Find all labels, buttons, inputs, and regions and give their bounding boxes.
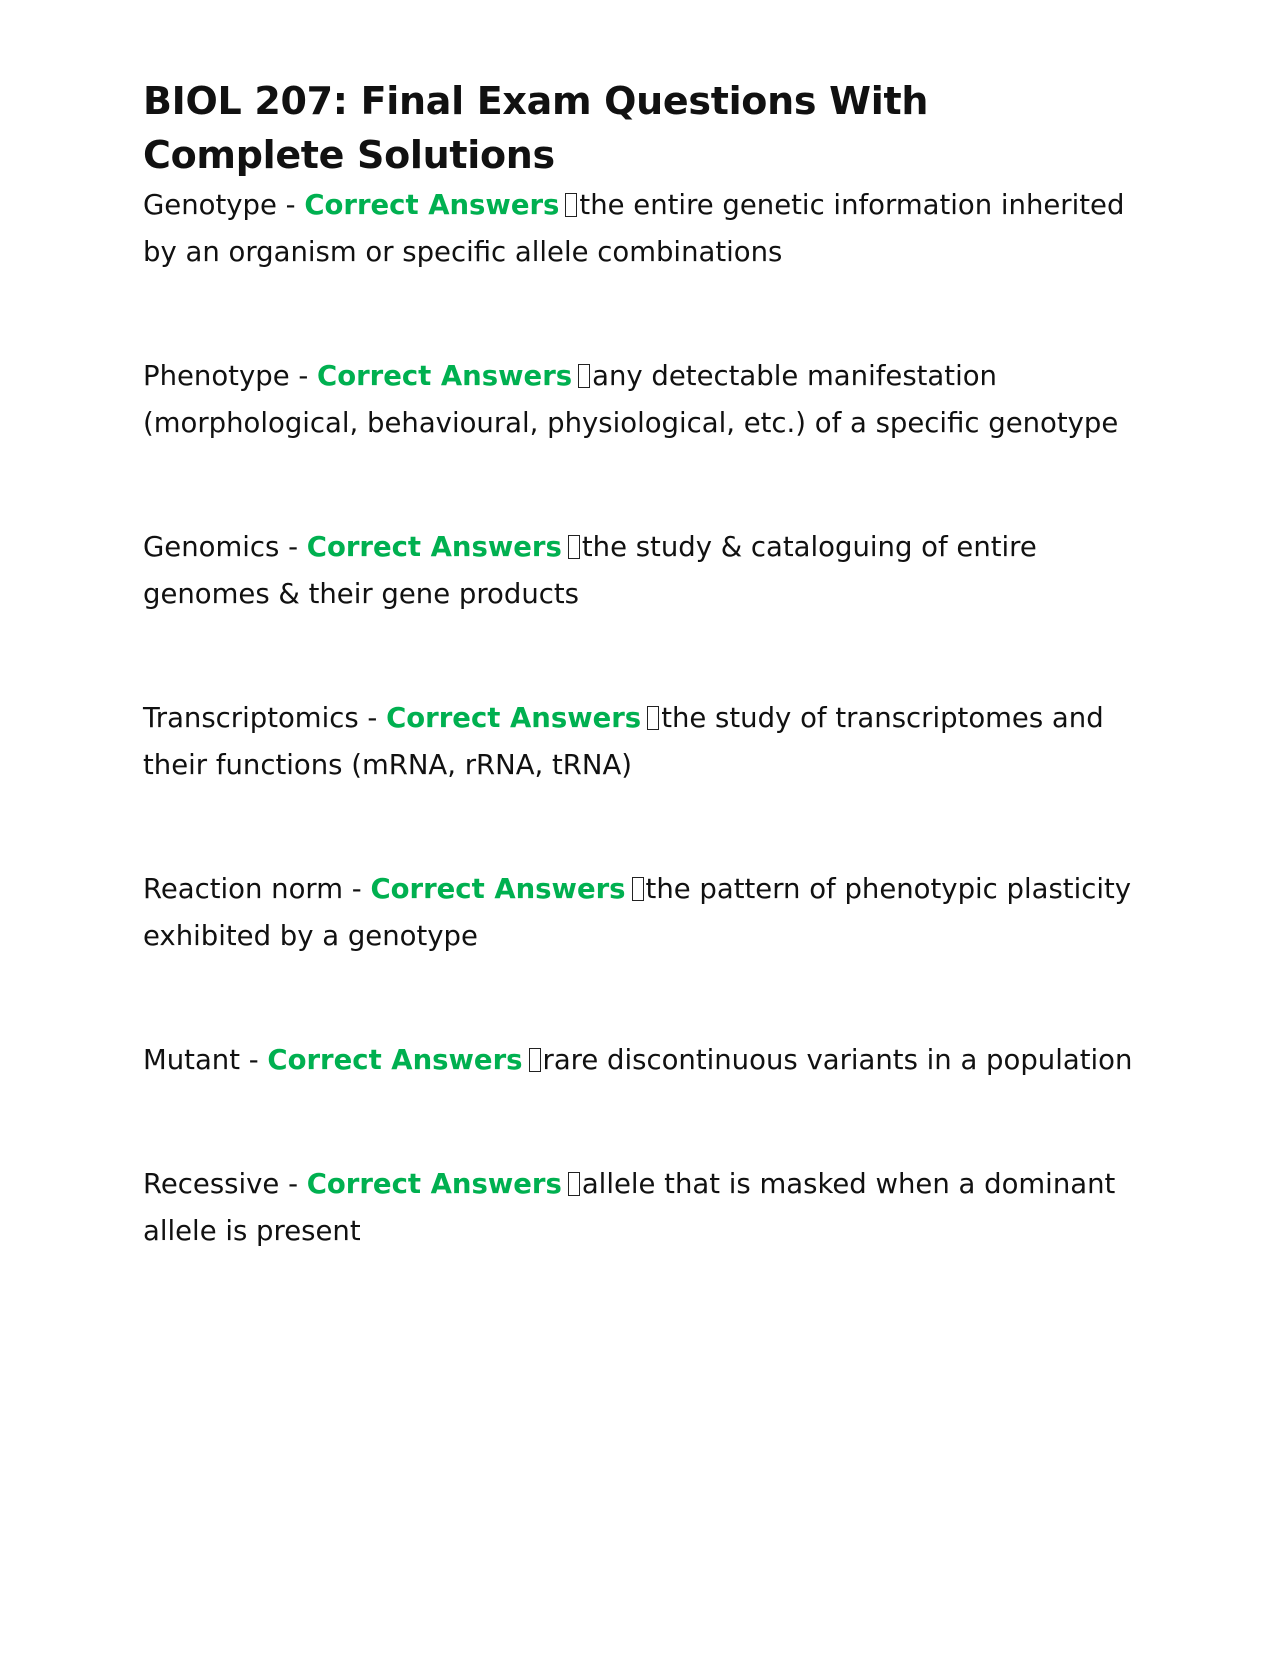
term: Genotype	[143, 189, 277, 221]
separator: -	[276, 189, 305, 221]
term: Phenotype	[143, 360, 290, 392]
missing-glyph-icon	[568, 1172, 580, 1196]
qa-entry	[143, 1037, 1133, 1084]
missing-glyph-icon	[568, 535, 580, 559]
missing-glyph-icon	[529, 1048, 541, 1072]
qa-entry	[143, 353, 1133, 447]
missing-glyph-icon	[578, 364, 590, 388]
term: Mutant	[143, 1044, 241, 1076]
definition: rare discontinuous variants in a population	[542, 1044, 1133, 1076]
correct-answers-label: Correct Answers	[267, 1044, 523, 1076]
missing-glyph-icon	[565, 193, 577, 217]
definition: any detectable manifestation (morphological, behavioural, physiological, etc.) of a specific genotype	[143, 360, 1119, 439]
correct-answers-label: Correct Answers	[306, 531, 562, 563]
correct-answers-label: Correct Answers	[304, 189, 560, 221]
separator: -	[279, 1168, 307, 1200]
separator: -	[343, 873, 371, 905]
term: Genomics	[143, 531, 280, 563]
qa-entry	[143, 182, 1133, 276]
missing-glyph-icon	[632, 877, 644, 901]
qa-entry	[143, 524, 1133, 618]
definition: the entire genetic information inherited by an organism or specific allele combinations	[143, 189, 1125, 268]
separator: -	[279, 531, 307, 563]
separator: -	[240, 1044, 268, 1076]
correct-answers-label: Correct Answers	[386, 702, 642, 734]
definition: allele that is masked when a dominant allele is present	[143, 1168, 1116, 1247]
entry-list	[143, 182, 1133, 1255]
qa-entry	[143, 866, 1133, 960]
separator: -	[358, 702, 387, 734]
definition: the pattern of phenotypic plasticity exhibited by a genotype	[143, 873, 1132, 952]
term: Reaction norm	[143, 873, 344, 905]
document-title: BIOL 207: Final Exam Questions With Complete Solutions	[143, 79, 929, 177]
definition: the study & cataloguing of entire genomes & their gene products	[143, 531, 1037, 610]
correct-answers-label: Correct Answers	[370, 873, 626, 905]
qa-entry	[143, 1161, 1133, 1255]
document-page	[143, 74, 1133, 1332]
term: Recessive	[143, 1168, 280, 1200]
term: Transcriptomics	[143, 702, 359, 734]
correct-answers-label: Correct Answers	[306, 1168, 562, 1200]
definition: the study of transcriptomes and their functions (mRNA, rRNA, tRNA)	[143, 702, 1104, 781]
correct-answers-label: Correct Answers	[317, 360, 573, 392]
missing-glyph-icon	[647, 706, 659, 730]
qa-entry	[143, 695, 1133, 789]
separator: -	[289, 360, 318, 392]
